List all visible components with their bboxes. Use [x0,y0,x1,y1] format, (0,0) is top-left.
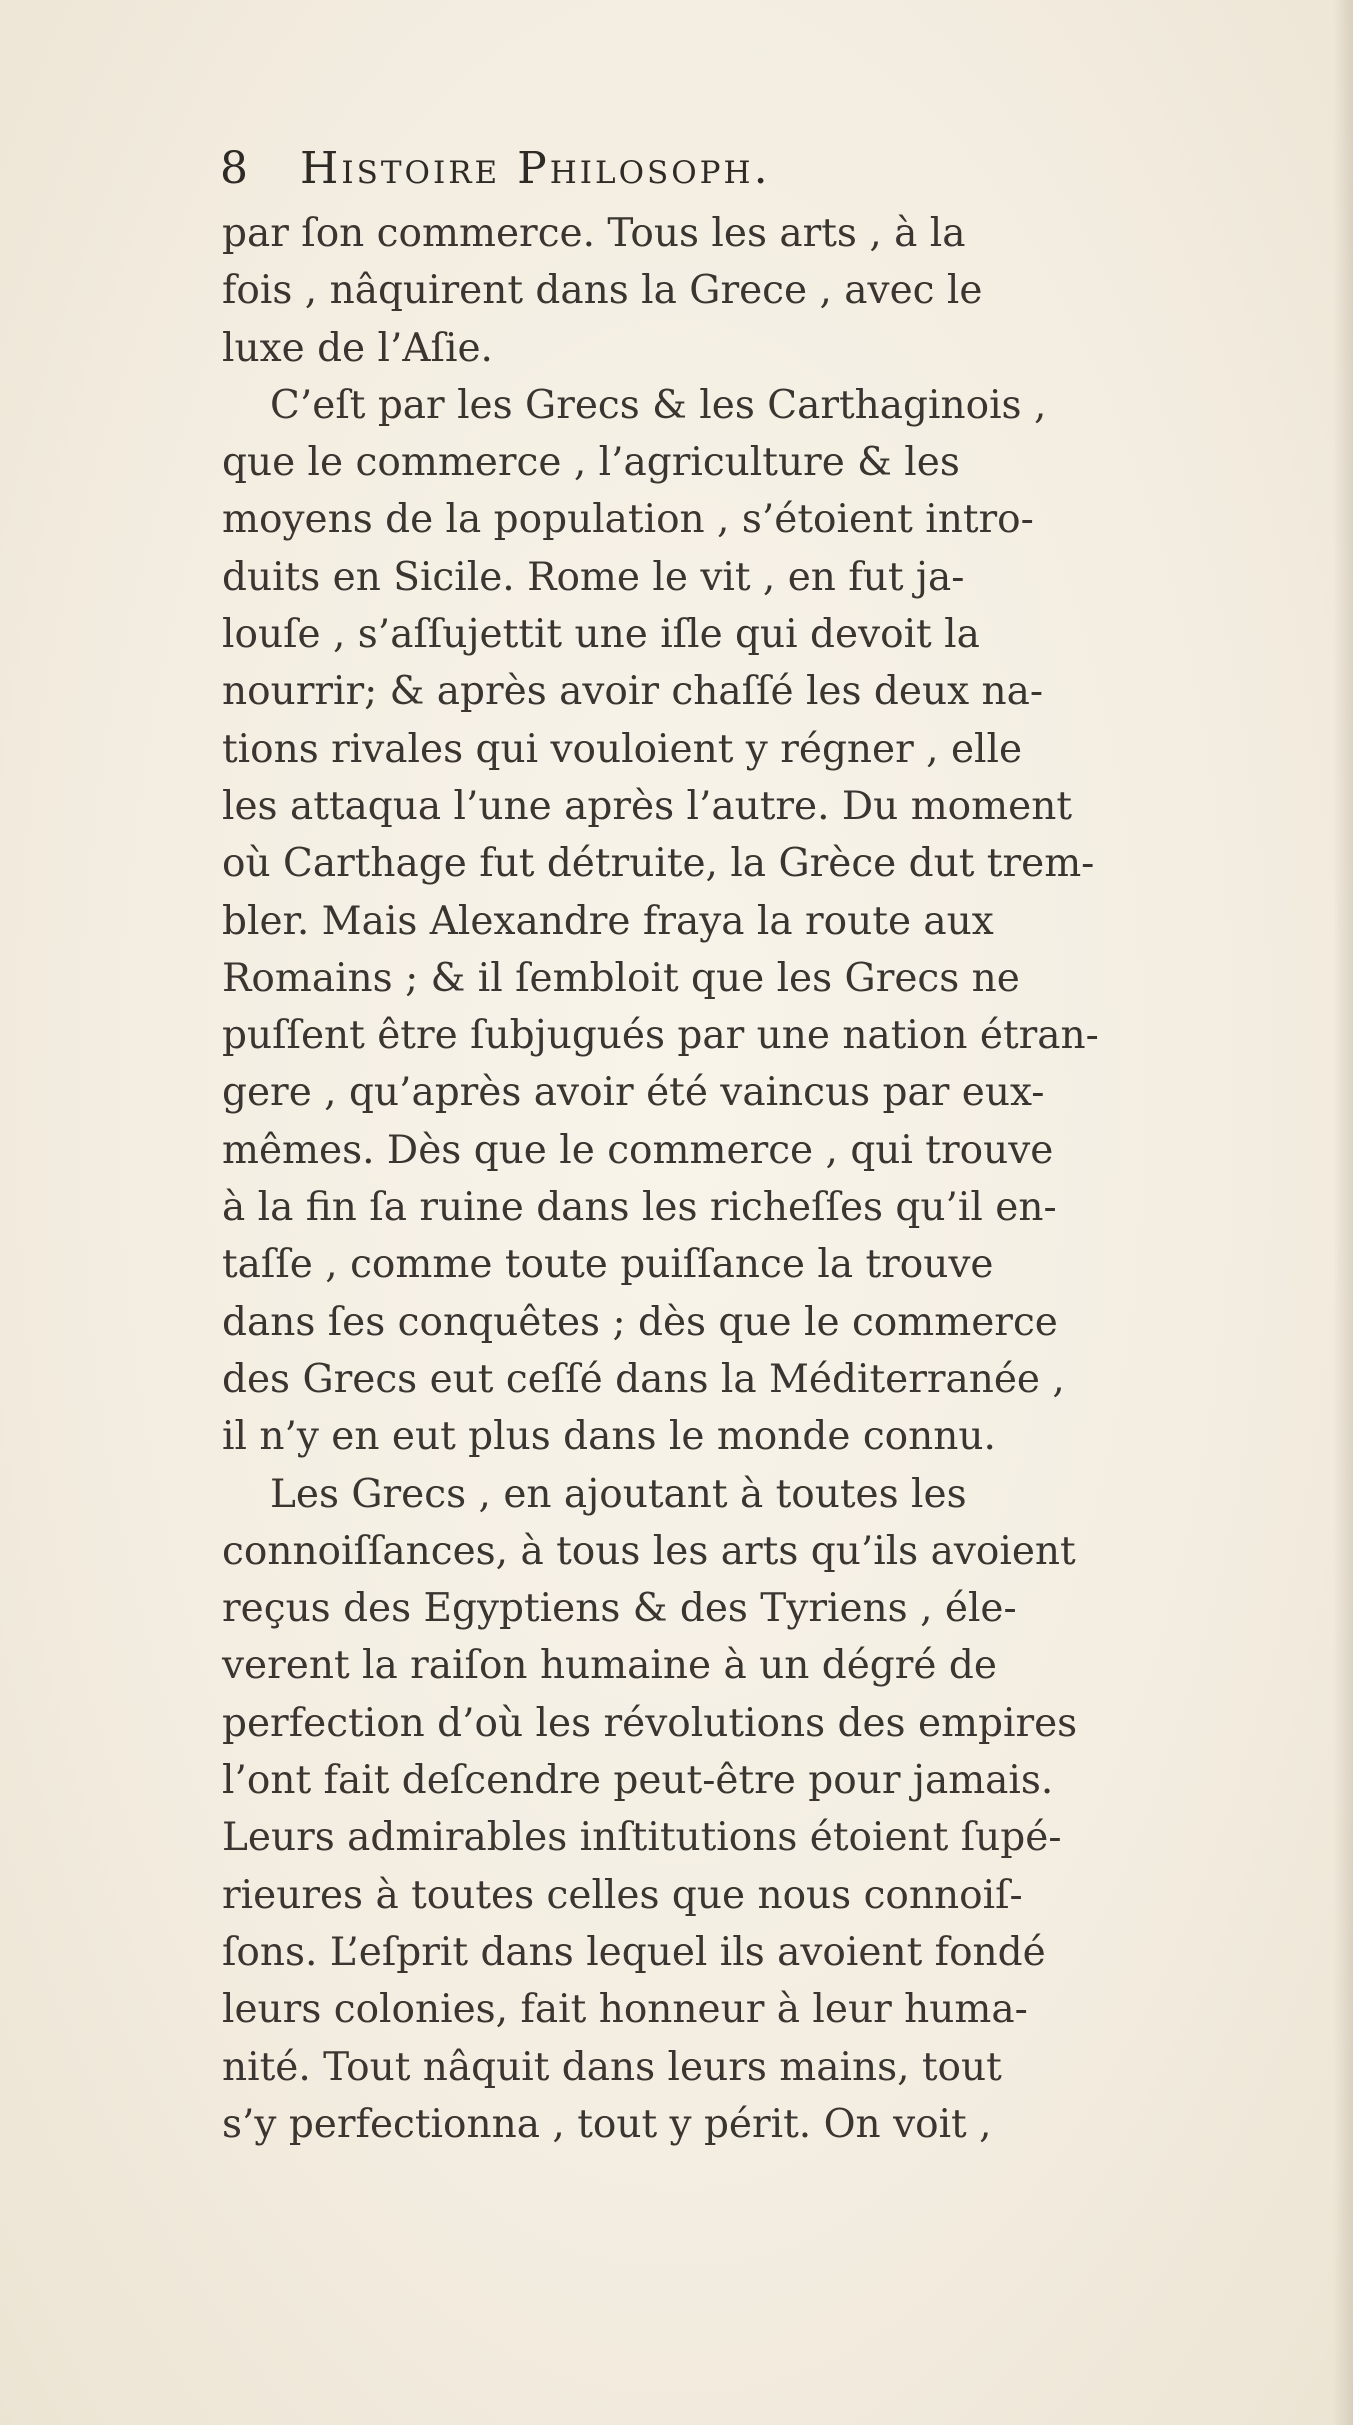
text-line: reçus des Egyptiens & des Tyriens , éle- [222,1586,1017,1632]
text-line: nité. Tout nâquit dans leurs mains, tout [222,2044,1002,2090]
text-line: luxe de l’Aſie. [222,325,493,371]
text-line: duits en Sicile. Rome le vit , en fut ja- [222,554,965,600]
text-line: rieures à toutes celles que nous connoiſ- [222,1872,1023,1918]
text-line: l’ont fait deſcendre peut-être pour jamais. [222,1758,1054,1804]
text-line: puſſent être ſubjugués par une nation étran- [222,1013,1099,1059]
page-number: 8 [220,143,248,194]
text-line: taſſe , comme toute puiſſance la trouve [222,1242,994,1288]
text-line: s’y perfectionna , tout y périt. On voit , [222,2101,992,2147]
text-line: fois , nâquirent dans la Grece , avec le [222,268,983,314]
text-line: où Carthage fut détruite, la Grèce dut trem- [222,841,1095,887]
text-line: que le commerce , l’agriculture & les [222,440,960,486]
text-line: il n’y en eut plus dans le monde connu. [222,1414,996,1460]
text-line: moyens de la population , s’étoient intro- [222,497,1034,543]
paragraph-first-line: Les Grecs , en ajoutant à toutes les [270,1471,967,1517]
text-line: bler. Mais Alexandre fraya la route aux [222,898,994,944]
page-header [220,138,1140,200]
paragraph-first-line: C’eſt par les Grecs & les Carthaginois , [270,382,1047,428]
body-text [222,205,1282,2153]
running-title: Histoire Philosoph. [300,143,771,194]
text-line: gere , qu’après avoir été vaincus par eux- [222,1070,1045,1116]
text-line: Leurs admirables inſtitutions étoient ſupé- [222,1815,1062,1861]
text-line: des Grecs eut ceſſé dans la Méditerranée , [222,1356,1065,1402]
text-line: verent la raiſon humaine à un dégré de [222,1643,997,1689]
text-line: Romains ; & il ſembloit que les Grecs ne [222,955,1020,1001]
text-line: mêmes. Dès que le commerce , qui trouve [222,1127,1054,1173]
text-line: à la fin ſa ruine dans les richeſſes qu’il en- [222,1185,1057,1231]
text-line: les attaqua l’une après l’autre. Du moment [222,783,1073,829]
text-line: connoiſſances, à tous les arts qu’ils avoient [222,1528,1076,1574]
text-line: tions rivales qui vouloient y régner , elle [222,726,1023,772]
text-line: perfection d’où les révolutions des empires [222,1700,1078,1746]
text-line: par ſon commerce. Tous les arts , à la [222,211,966,256]
text-line: leurs colonies, fait honneur à leur huma- [222,1987,1028,2033]
text-line: louſe , s’aſſujettit une iſle qui devoit la [222,612,980,658]
text-line: ſons. L’eſprit dans lequel ils avoient fondé [222,1929,1046,1975]
text-line: nourrir; & après avoir chaſſé les deux na- [222,669,1044,715]
page-gutter-shadow [1333,0,1353,2425]
text-line: dans ſes conquêtes ; dès que le commerce [222,1299,1058,1345]
